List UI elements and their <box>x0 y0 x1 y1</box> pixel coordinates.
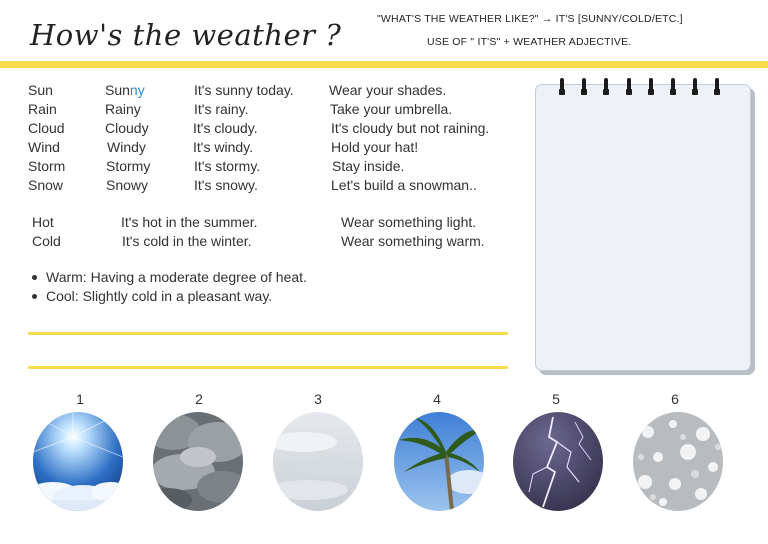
bullet-icon <box>32 275 37 280</box>
noun: Rain <box>28 101 57 117</box>
adjective: Rainy <box>105 101 141 117</box>
word: Hot <box>32 214 54 230</box>
advice: Wear something light. <box>341 214 477 230</box>
lightning-storm-icon <box>513 412 603 511</box>
spiral-ring-icon <box>670 78 676 98</box>
picture-number: 5 <box>552 391 560 407</box>
sentence: It's sunny today. <box>194 82 294 98</box>
advice: Stay inside. <box>332 158 405 174</box>
adjective: Stormy <box>106 158 151 174</box>
advice: It's cloudy but not raining. <box>331 120 490 136</box>
notebook-panel <box>535 84 751 371</box>
sunny-sky-icon <box>33 412 123 511</box>
noun: Snow <box>28 177 64 193</box>
spiral-ring-icon <box>692 78 698 98</box>
adjective <box>105 82 145 98</box>
writing-line <box>28 366 508 369</box>
spiral-ring-icon <box>626 78 632 98</box>
spiral-ring-icon <box>559 78 565 98</box>
picture-number: 3 <box>314 391 322 407</box>
writing-line <box>28 332 508 335</box>
advice: Wear something warm. <box>341 233 485 249</box>
sentence: It's rainy. <box>194 101 249 117</box>
bullet-icon <box>32 294 37 299</box>
adjective: Windy <box>107 139 146 155</box>
sentence: It's windy. <box>193 139 253 155</box>
subtitle-usage: USE OF " IT'S" + WEATHER ADJECTIVE. <box>427 36 632 48</box>
overcast-sky-icon <box>273 412 363 511</box>
spiral-ring-icon <box>581 78 587 98</box>
sentence: It's cold in the winter. <box>122 233 252 249</box>
noun: Wind <box>28 139 60 155</box>
header-divider <box>0 61 768 68</box>
advice: Wear your shades. <box>329 82 447 98</box>
advice: Take your umbrella. <box>330 101 453 117</box>
picture-number: 1 <box>76 391 84 407</box>
noun: Storm <box>28 158 66 174</box>
definition-warm <box>32 269 307 285</box>
windy-palm-icon <box>394 412 484 511</box>
spiral-ring-icon <box>714 78 720 98</box>
picture-number: 6 <box>671 391 679 407</box>
advice: Let's build a snowman.. <box>331 177 477 193</box>
sentence: It's cloudy. <box>193 120 258 136</box>
sentence: It's snowy. <box>194 177 258 193</box>
snow-icon <box>633 412 723 511</box>
word: Cold <box>32 233 61 249</box>
sentence: It's stormy. <box>194 158 261 174</box>
subtitle-question: "WHAT'S THE WEATHER LIKE?" → IT'S [SUNNY/COLD/ETC.] <box>377 13 683 25</box>
definition-text: Warm: Having a moderate degree of heat. <box>46 269 307 285</box>
noun: Sun <box>28 82 53 98</box>
spiral-ring-icon <box>648 78 654 98</box>
sentence: It's hot in the summer. <box>121 214 258 230</box>
adjective-suffix: ny <box>129 82 145 98</box>
picture-number: 2 <box>195 391 203 407</box>
definition-text: Cool: Slightly cold in a pleasant way. <box>46 288 273 304</box>
page-title: How's the weather ? <box>30 18 342 52</box>
advice: Hold your hat! <box>331 139 419 155</box>
noun: Cloud <box>28 120 65 136</box>
definition-cool <box>32 288 272 304</box>
picture-number: 4 <box>433 391 441 407</box>
adjective: Snowy <box>106 177 149 193</box>
adjective: Cloudy <box>105 120 149 136</box>
spiral-ring-icon <box>603 78 609 98</box>
rain-clouds-icon <box>153 412 243 511</box>
adjective-root: Sun <box>105 82 130 98</box>
